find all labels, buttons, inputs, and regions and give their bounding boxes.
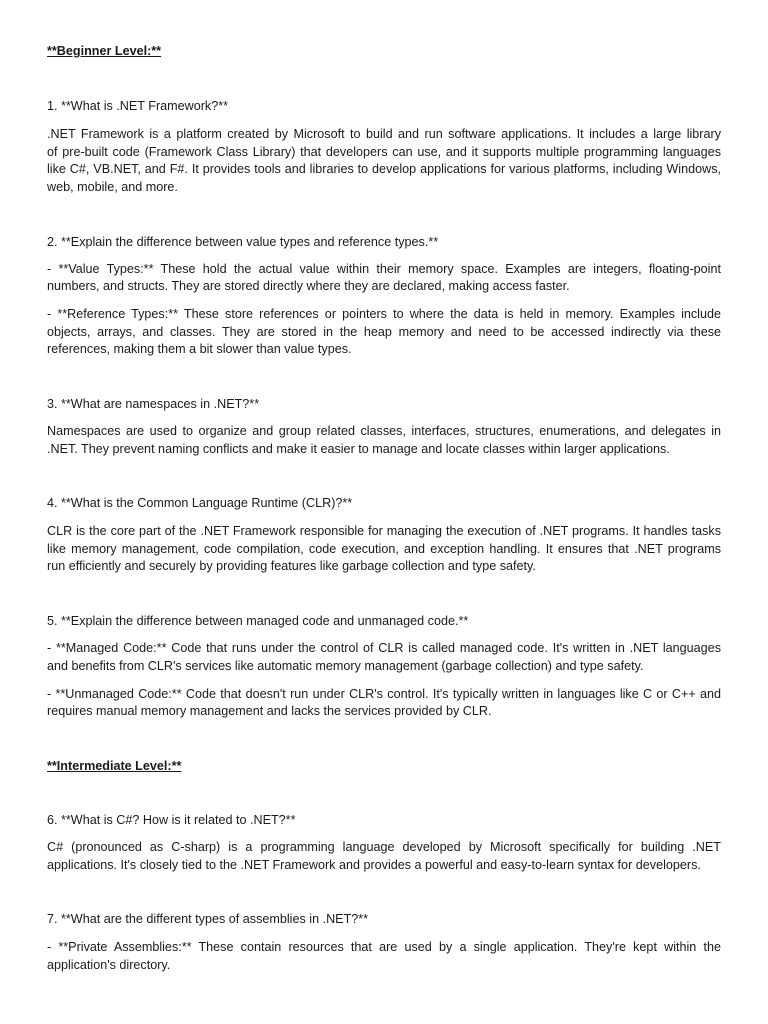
question-title-1: 1. **What is .NET Framework?** [47,99,229,113]
answer-line: of pre-built code (Framework Class Library) that developers can use, and it supports multiple programming languages [47,145,721,159]
section-heading-intermediate: **Intermediate Level:** [47,759,182,773]
question-title-4: 4. **What is the Common Language Runtime (CLR)?** [47,496,353,510]
question-title-2: 2. **Explain the difference between value types and reference types.** [47,235,439,249]
document-page [47,0,721,1024]
section-heading-beginner: **Beginner Level:** [47,44,162,58]
answer-line: Namespaces are used to organize and group related classes, interfaces, structures, enumerations, and delegates in [47,424,721,438]
answer-line: references, making them a bit slower than value types. [47,342,352,356]
question-title-3: 3. **What are namespaces in .NET?** [47,397,260,411]
answer-line: numbers, and structs. They are stored directly where they are declared, making access faster. [47,279,570,293]
answer-line: requires manual memory management and lacks the services provided by CLR. [47,704,492,718]
answer-line: C# (pronounced as C-sharp) is a programming language developed by Microsoft specifically for building .NET [47,840,721,854]
answer-line: and benefits from CLR's services like automatic memory management (garbage collection) and type safety. [47,659,644,673]
answer-line: web, mobile, and more. [47,180,178,194]
question-title-7: 7. **What are the different types of assemblies in .NET?** [47,912,369,926]
answer-line: .NET. They prevent naming conflicts and make it easier to manage and locate classes within larger applications. [47,442,670,456]
answer-line: application's directory. [47,958,171,972]
question-title-6: 6. **What is C#? How is it related to .NET?** [47,813,296,827]
answer-line: run efficiently and securely by providing features like garbage collection and type safety. [47,559,536,573]
answer-line: like C#, VB.NET, and F#. It provides tools and libraries to develop applications for various platforms, including Windows, [47,162,721,176]
answer-line: - **Value Types:** These hold the actual value within their memory space. Examples are integers, floating-point [47,262,721,276]
answer-line: .NET Framework is a platform created by Microsoft to build and run software applications. It includes a large library [47,127,721,141]
answer-line: objects, arrays, and classes. They are stored in the heap memory and need to be accessed indirectly via these [47,325,721,339]
answer-line: - **Private Assemblies:** These contain resources that are used by a single application. They're kept within the [47,940,721,954]
answer-line: CLR is the core part of the .NET Framework responsible for managing the execution of .NET programs. It handles tasks [47,524,721,538]
answer-line: - **Reference Types:** These store references or pointers to where the data is held in memory. Examples include [47,307,721,321]
answer-line: like memory management, code compilation, code execution, and exception handling. It ensures that .NET programs [47,542,721,556]
answer-line: - **Managed Code:** Code that runs under the control of CLR is called managed code. It's written in .NET languages [47,641,721,655]
question-title-5: 5. **Explain the difference between managed code and unmanaged code.** [47,614,469,628]
answer-line: - **Unmanaged Code:** Code that doesn't run under CLR's control. It's typically written in languages like C or C++ and [47,687,721,701]
answer-line: applications. It's closely tied to the .NET Framework and provides a powerful and easy-to-learn syntax for developers. [47,858,701,872]
